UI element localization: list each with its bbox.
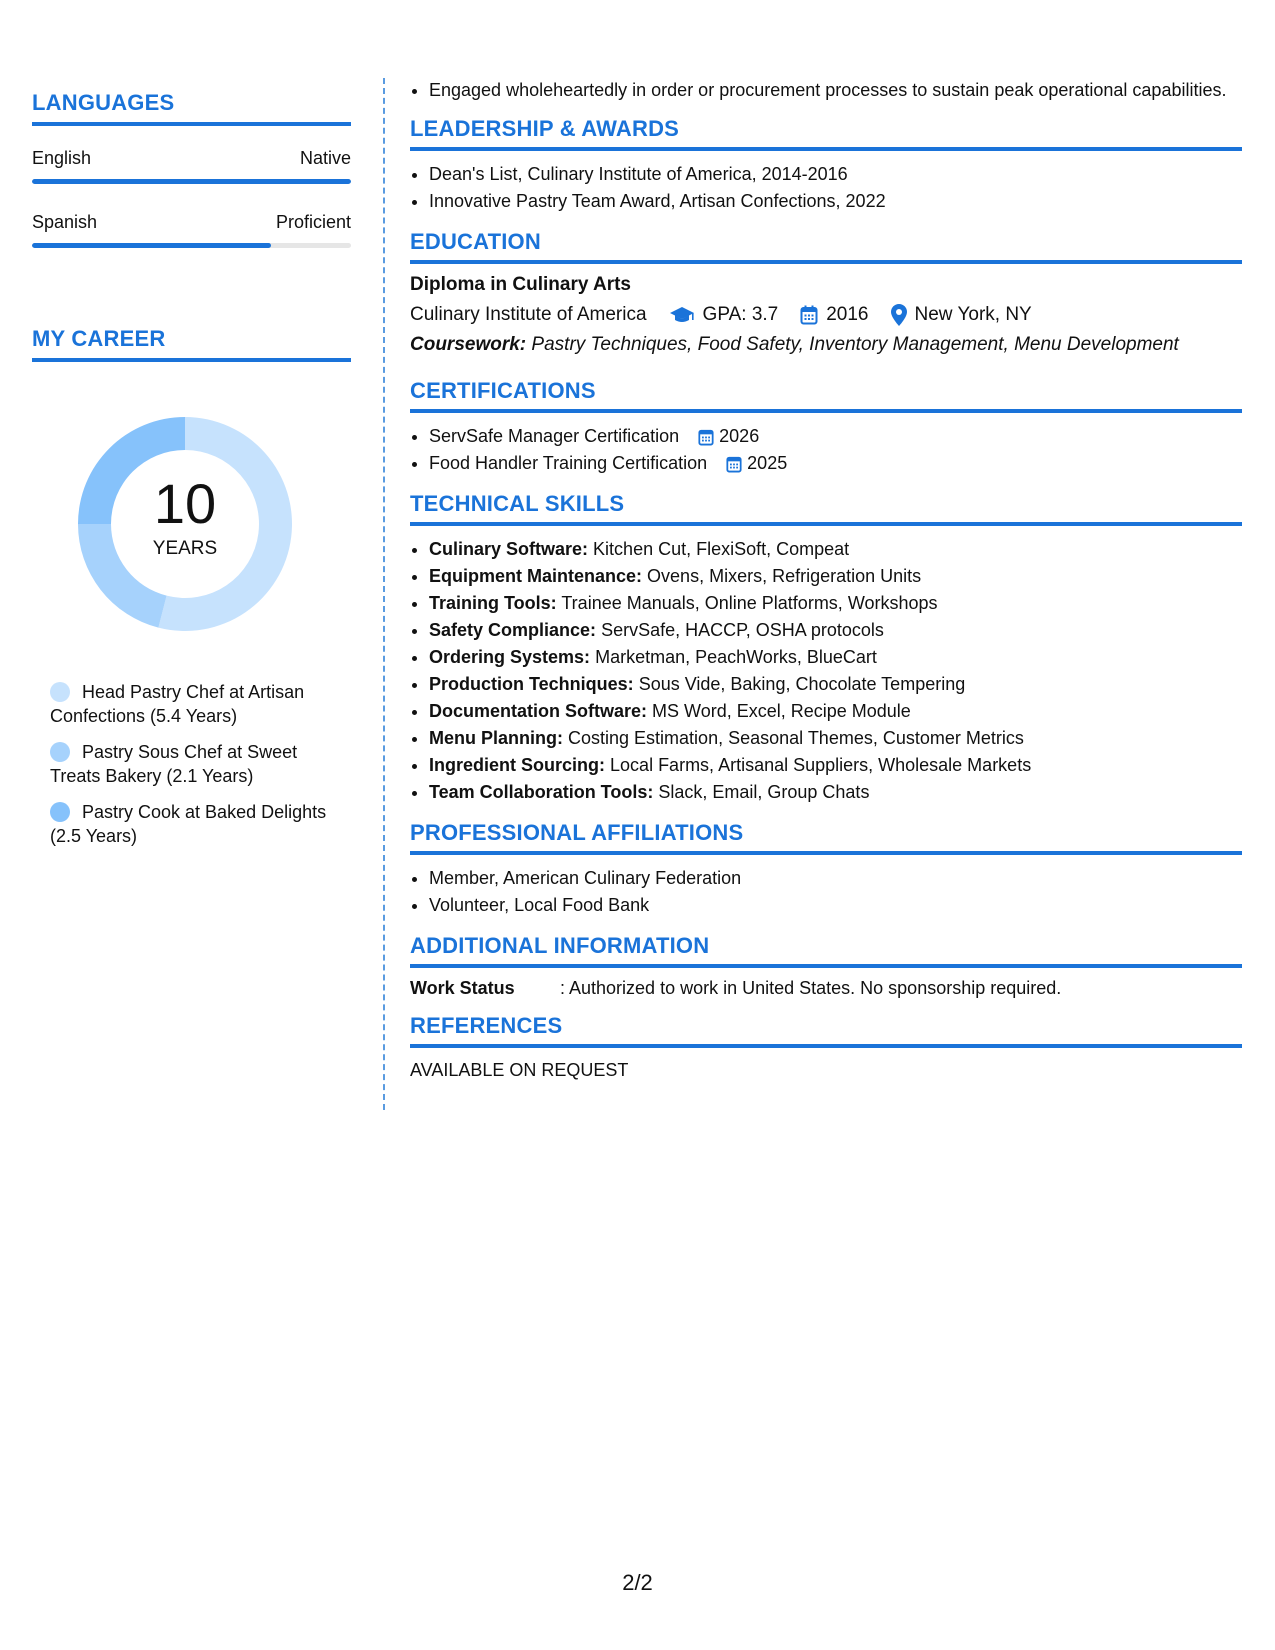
education-coursework	[410, 334, 1242, 356]
column-divider	[383, 78, 385, 1110]
legend-dot	[50, 742, 70, 762]
skill-value: Marketman, PeachWorks, BlueCart	[595, 647, 877, 667]
skill-item	[429, 644, 1242, 671]
coursework-label: Coursework:	[410, 334, 527, 355]
language-bar-fill	[32, 179, 351, 184]
education-degree: Diploma in Culinary Arts	[410, 274, 631, 295]
cert-year: 2026	[719, 426, 760, 446]
skill-label: Production Techniques:	[429, 674, 634, 694]
skill-value: Costing Estimation, Seasonal Themes, Customer Metrics	[568, 728, 1024, 748]
list-item: • Volunteer, Local Food Bank	[429, 892, 1242, 919]
list-item: • Innovative Pastry Team Award, Artisan Confections, 2022	[429, 188, 1242, 215]
skills-title: TECHNICAL SKILLS	[410, 491, 1242, 526]
skill-value: Ovens, Mixers, Refrigeration Units	[647, 566, 922, 586]
skill-value: Slack, Email, Group Chats	[658, 782, 870, 802]
affiliations-title: PROFESSIONAL AFFILIATIONS	[410, 820, 1242, 855]
skill-label: Documentation Software:	[429, 701, 648, 721]
education-title: EDUCATION	[410, 229, 1242, 264]
skill-value: Local Farms, Artisanal Suppliers, Wholesale Markets	[610, 755, 1032, 775]
references-text: AVAILABLE ON REQUEST	[410, 1060, 629, 1080]
education-details	[410, 304, 1242, 326]
language-bar-fill	[32, 243, 271, 248]
experience-tail-list	[410, 78, 1242, 102]
skill-item	[429, 590, 1242, 617]
skill-label: Ordering Systems:	[429, 647, 591, 667]
skill-value: Kitchen Cut, FlexiSoft, Compeat	[593, 539, 850, 559]
skill-label: Culinary Software:	[429, 539, 589, 559]
skill-value: ServSafe, HACCP, OSHA protocols	[601, 620, 884, 640]
work-status-label: Work Status	[410, 978, 515, 998]
skill-item	[429, 536, 1242, 563]
language-english	[32, 148, 351, 184]
calendar-icon	[698, 428, 714, 446]
career-total-years: 10	[153, 472, 217, 535]
skill-item	[429, 725, 1242, 752]
languages-title: LANGUAGES	[32, 90, 351, 126]
references-title: REFERENCES	[410, 1013, 1242, 1048]
language-level: Native	[299, 148, 351, 168]
list-item: • Dean's List, Culinary Institute of America, 2014-2016	[429, 161, 1242, 188]
list-item	[429, 423, 1242, 450]
language-spanish	[32, 212, 351, 248]
skill-value: Trainee Manuals, Online Platforms, Workshops	[561, 593, 938, 613]
leadership-list	[410, 161, 1242, 215]
language-name: Spanish	[32, 212, 98, 232]
legend-item	[50, 740, 330, 788]
education-school: Culinary Institute of America	[410, 304, 647, 325]
graduation-cap-icon	[669, 305, 695, 325]
skill-label: Ingredient Sourcing:	[429, 755, 606, 775]
language-bar	[32, 243, 351, 248]
list-item: • Member, American Culinary Federation	[429, 865, 1242, 892]
skill-value: MS Word, Excel, Recipe Module	[652, 701, 911, 721]
cert-name: Food Handler Training Certification	[429, 453, 708, 473]
additional-info-title: ADDITIONAL INFORMATION	[410, 933, 1242, 968]
right-column	[410, 78, 1242, 1081]
legend-dot	[50, 802, 70, 822]
legend-item	[50, 680, 330, 728]
page-number: 2/2	[622, 1570, 653, 1595]
career-legend	[32, 680, 351, 848]
legend-label: Pastry Sous Chef at Sweet Treats Bakery (2.1 Years)	[50, 742, 298, 786]
certifications-title: CERTIFICATIONS	[410, 378, 1242, 413]
skill-value: Sous Vide, Baking, Chocolate Tempering	[638, 674, 966, 694]
skill-item	[429, 752, 1242, 779]
education-location: New York, NY	[914, 304, 1032, 325]
skill-label: Safety Compliance:	[429, 620, 597, 640]
skill-item	[429, 617, 1242, 644]
location-pin-icon	[891, 304, 907, 326]
legend-label: Head Pastry Chef at Artisan Confections (5.4 Years)	[50, 682, 305, 726]
work-status-value: : Authorized to work in United States. No sponsorship required.	[560, 978, 1062, 998]
skill-label: Menu Planning:	[429, 728, 563, 748]
skill-label: Equipment Maintenance:	[429, 566, 643, 586]
career-donut-chart	[65, 404, 305, 644]
cert-name: ServSafe Manager Certification	[429, 426, 680, 446]
education-year: 2016	[826, 304, 869, 325]
work-status-row	[410, 978, 1242, 999]
leadership-title: LEADERSHIP & AWARDS	[410, 116, 1242, 151]
left-column	[32, 90, 351, 860]
legend-item	[50, 800, 330, 848]
certifications-list	[410, 423, 1242, 477]
list-item	[429, 450, 1242, 477]
skills-list	[410, 536, 1242, 806]
affiliations-list	[410, 865, 1242, 919]
language-name: English	[32, 148, 92, 168]
calendar-icon	[800, 305, 818, 325]
career-total-unit: YEARS	[152, 538, 218, 559]
calendar-icon	[726, 455, 742, 473]
cert-year: 2025	[747, 453, 788, 473]
legend-dot	[50, 682, 70, 702]
education-gpa: GPA: 3.7	[702, 304, 779, 325]
language-bar	[32, 179, 351, 184]
legend-label: Pastry Cook at Baked Delights (2.5 Years)	[50, 802, 327, 846]
list-item: • Engaged wholeheartedly in order or procurement processes to sustain peak operational capabilities.	[429, 78, 1242, 102]
skill-label: Team Collaboration Tools:	[429, 782, 654, 802]
skill-item	[429, 698, 1242, 725]
donut-center	[65, 404, 305, 644]
language-level: Proficient	[275, 212, 351, 232]
career-title: MY CAREER	[32, 326, 351, 362]
skill-label: Training Tools:	[429, 593, 557, 613]
coursework-value: Pastry Techniques, Food Safety, Inventory Management, Menu Development	[531, 334, 1179, 355]
skill-item	[429, 671, 1242, 698]
skill-item	[429, 563, 1242, 590]
skill-item	[429, 779, 1242, 806]
